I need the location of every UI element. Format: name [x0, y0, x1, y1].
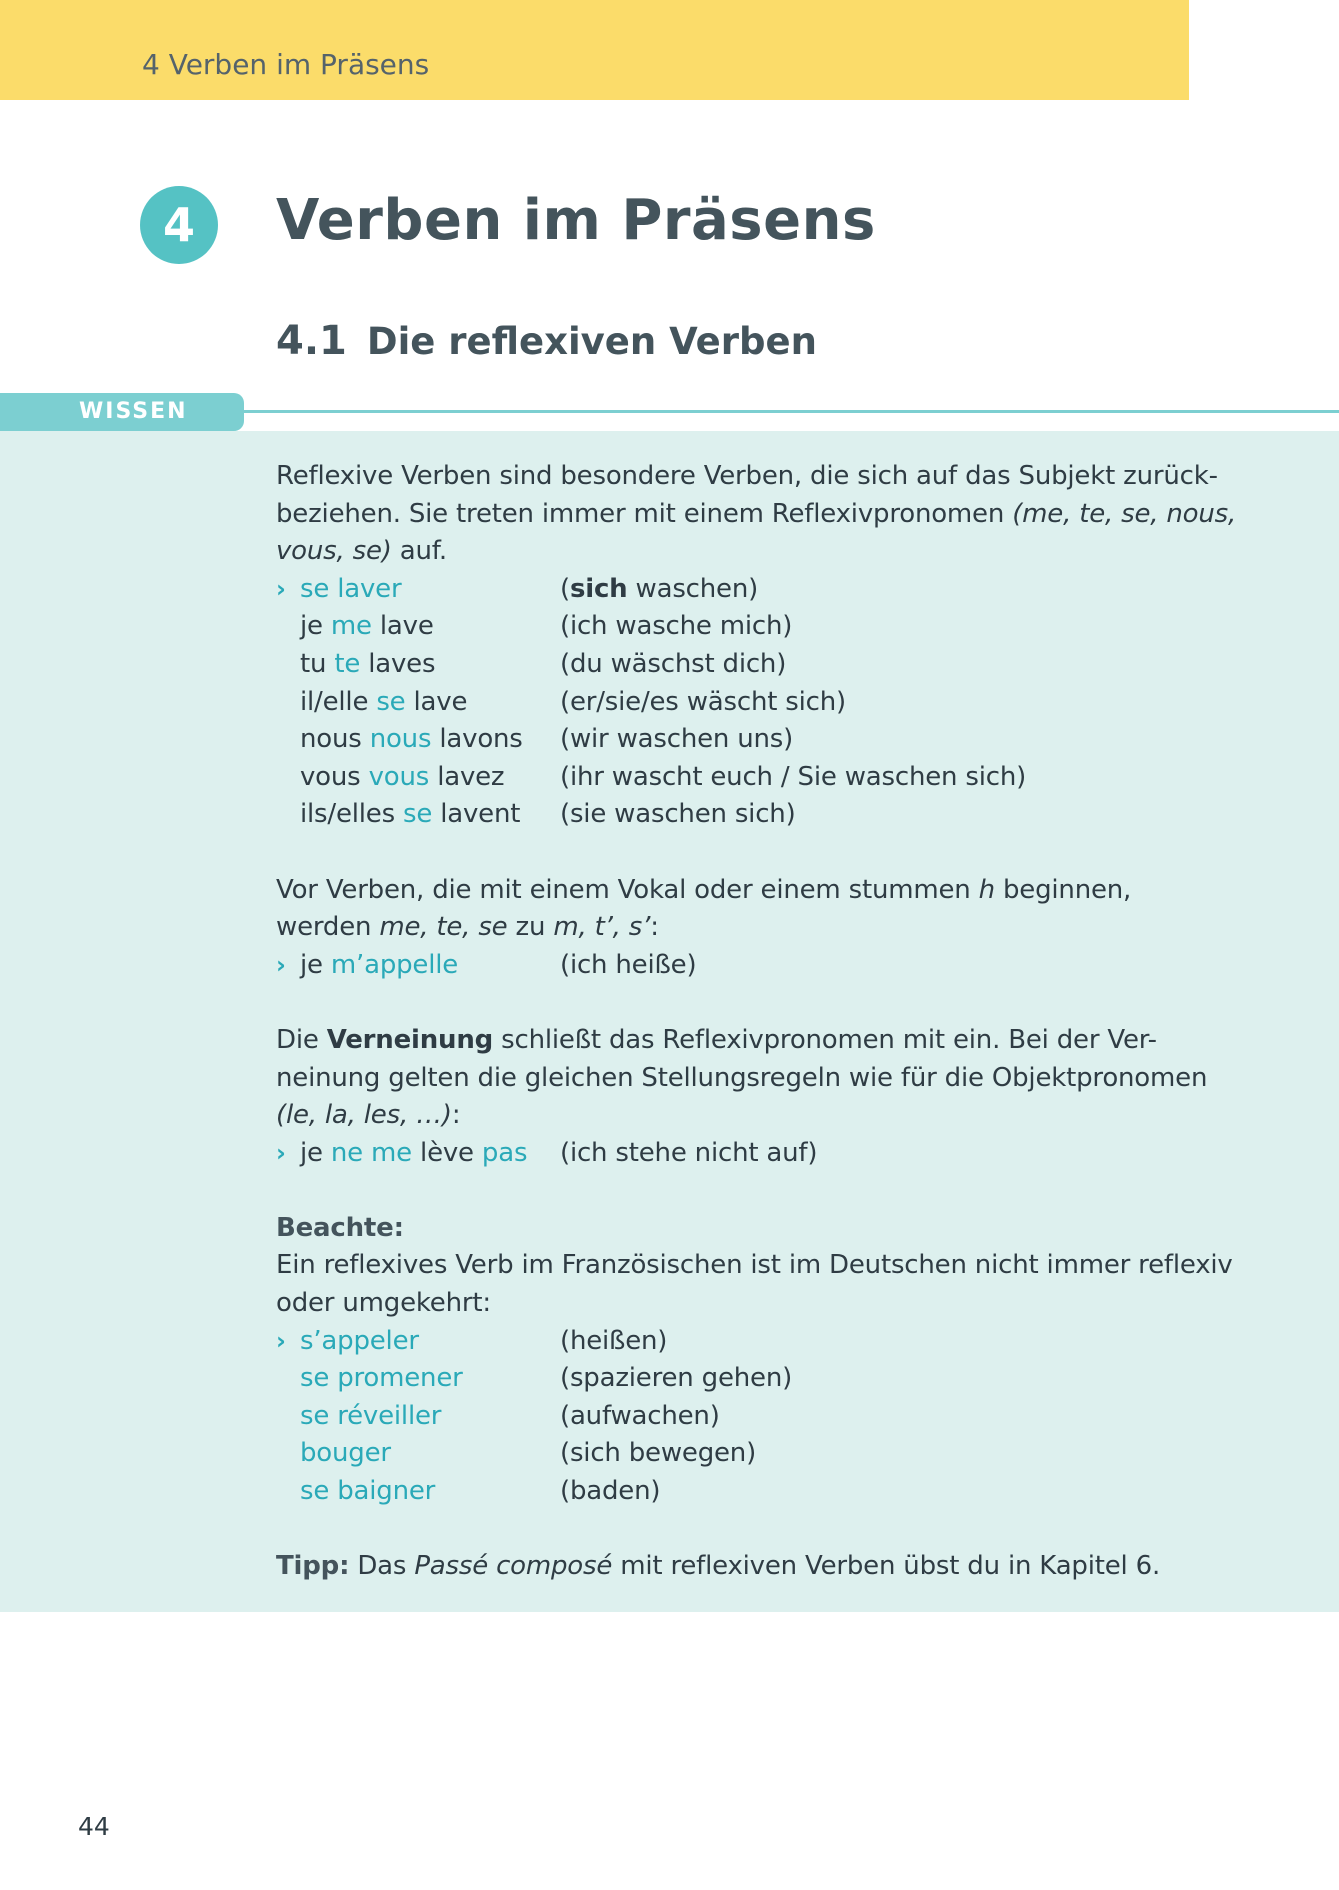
verb-form: lave	[405, 686, 468, 717]
section-title-text: Die reflexiven Verben	[366, 320, 817, 363]
subject: je	[300, 611, 331, 642]
conjugation-de: (du wäschst dich)	[560, 648, 787, 679]
conjugation-de: (sie waschen sich)	[560, 799, 796, 830]
running-head-band	[0, 0, 1189, 100]
negation-pas: pas	[481, 1137, 528, 1168]
subject: nous	[300, 724, 370, 755]
note-heading: Beachte:	[276, 1212, 404, 1243]
reflexive-pronoun: se	[376, 686, 406, 717]
negation-italic: (le, la, les, …)	[276, 1100, 452, 1131]
vocab-row	[276, 1473, 1276, 1511]
elision-text: :	[650, 912, 659, 943]
elision-italic: m, t’, s’	[553, 912, 651, 943]
arrow-icon: ›	[276, 1138, 286, 1167]
vocab-fr: bouger	[300, 1438, 391, 1469]
negation-paragraph	[276, 1022, 1276, 1135]
vocab-de: (sich bewegen)	[560, 1438, 757, 1469]
conjugation-de: (er/sie/es wäscht sich)	[560, 686, 846, 717]
conjugation-row	[276, 759, 1276, 797]
note-text: oder umgekehrt:	[276, 1288, 491, 1319]
negation-ne: ne	[330, 1137, 363, 1168]
elision-example-row	[276, 947, 1276, 985]
reflexive-pronoun: vous	[368, 761, 430, 792]
tip-text: mit reflexiven Verben übst du in Kapitel 6.	[612, 1551, 1161, 1582]
verb-form: lave	[371, 611, 434, 642]
vocab-row	[276, 1360, 1276, 1398]
tip-text: Das	[349, 1551, 415, 1582]
reflexive-pronoun: se	[403, 799, 433, 830]
elision-paragraph	[276, 872, 1276, 947]
infinitive-de	[560, 571, 758, 609]
subject: ils/elles	[300, 799, 404, 830]
elision-italic-h: h	[978, 874, 995, 905]
reflexive-pronoun: me	[330, 611, 372, 642]
negation-example-fr	[300, 1135, 527, 1173]
wissen-label: WISSEN	[79, 399, 188, 424]
tip-paragraph	[276, 1548, 1276, 1586]
chapter-number-badge: 4	[140, 186, 218, 264]
verb-form: lavent	[432, 799, 521, 830]
section-title	[276, 318, 817, 364]
arrow-icon: ›	[276, 574, 286, 603]
verb-form: lavez	[429, 761, 505, 792]
note-text: Ein reflexives Verb im Französischen ist im Deutschen nicht immer reflexiv	[276, 1250, 1233, 1281]
arrow-icon: ›	[276, 950, 286, 979]
tip-italic: Passé composé	[414, 1551, 613, 1582]
spacer	[276, 984, 1276, 1022]
conjugation-fr	[300, 646, 435, 684]
vocab-de: (aufwachen)	[560, 1400, 720, 1431]
negation-example-de: (ich stehe nicht auf)	[560, 1137, 818, 1168]
vocab-row	[276, 1323, 1276, 1361]
negation-example-row	[276, 1135, 1276, 1173]
conjugation-row	[276, 646, 1276, 684]
intro-paragraph	[276, 458, 1276, 571]
vocab-row	[276, 1435, 1276, 1473]
conjugation-row	[276, 721, 1276, 759]
conjugation-fr	[300, 721, 523, 759]
elision-text: zu	[507, 912, 554, 943]
page-number: 44	[78, 1812, 110, 1841]
subject: vous	[300, 761, 369, 792]
negation-text: :	[451, 1100, 461, 1131]
vocab-de: (spazieren gehen)	[560, 1363, 793, 1394]
intro-line-3: auf.	[391, 536, 447, 567]
vocab-fr: se promener	[300, 1363, 463, 1394]
vocab-row	[276, 1398, 1276, 1436]
intro-pronouns-2: vous, se)	[276, 536, 392, 567]
section-rule	[244, 410, 1339, 413]
conjugation-de: (ich wasche mich)	[560, 611, 793, 642]
intro-line-1: Reflexive Verben sind besondere Verben, die sich auf das Subjekt zurück-	[276, 461, 1218, 491]
negation-text: neinung gelten die gleichen Stellungsregeln wie für die Objektpronomen	[276, 1062, 1208, 1093]
conjugation-fr	[300, 759, 504, 797]
negation-bold: Verneinung	[326, 1024, 494, 1055]
subject: je	[300, 949, 331, 980]
elision-example-de: (ich heiße)	[560, 949, 697, 980]
knowledge-content	[276, 458, 1276, 1586]
subject: tu	[300, 648, 335, 679]
wissen-tab	[0, 393, 244, 431]
elided-verb: m’appelle	[330, 949, 459, 980]
vocab-fr: s’appeler	[300, 1325, 419, 1356]
conjugation-fr	[300, 796, 520, 834]
conjugation-row	[276, 608, 1276, 646]
vocab-de: (baden)	[560, 1476, 661, 1507]
reflexive-pronoun: me	[371, 1137, 412, 1168]
vocab-de: (heißen)	[560, 1325, 668, 1356]
infinitive-fr: se laver	[300, 573, 402, 604]
elision-text: Vor Verben, die mit einem Vokal oder einem stummen	[276, 874, 979, 905]
section-number: 4.1	[276, 318, 347, 364]
reflexive-pronoun: nous	[369, 724, 432, 755]
subject: il/elle	[300, 686, 377, 717]
subject: je	[300, 1137, 331, 1168]
chapter-title: Verben im Präsens	[276, 188, 876, 253]
verb-form: lavons	[431, 724, 523, 755]
elision-italic: me, te, se	[379, 912, 508, 943]
verb-form: laves	[360, 648, 436, 679]
conjugation-infinitive-row	[276, 571, 1276, 609]
conjugation-de: (wir waschen uns)	[560, 724, 794, 755]
spacer	[276, 834, 1276, 872]
infinitive-de-rest: waschen)	[627, 573, 759, 604]
negation-text: Die	[276, 1024, 327, 1055]
paren-open: (	[560, 573, 570, 604]
elision-example-fr	[300, 947, 458, 985]
conjugation-de: (ihr wascht euch / Sie waschen sich)	[560, 761, 1027, 792]
conjugation-row	[276, 684, 1276, 722]
intro-line-2: beziehen. Sie treten immer mit einem Reflexivpronomen	[276, 498, 1013, 529]
reflexive-pronoun: te	[334, 648, 361, 679]
vocab-fr: se réveiller	[300, 1400, 442, 1431]
arrow-icon: ›	[276, 1326, 286, 1355]
space	[363, 1138, 371, 1168]
running-head-text: 4 Verben im Präsens	[142, 48, 430, 81]
elision-text: beginnen,	[994, 874, 1132, 905]
negation-text: schließt das Reflexivpronomen mit ein. Bei der Ver-	[493, 1024, 1157, 1055]
vocab-fr: se baigner	[300, 1476, 436, 1507]
verb-form: lève	[411, 1137, 482, 1168]
spacer	[276, 1511, 1276, 1549]
spacer	[276, 1172, 1276, 1210]
infinitive-de-bold: sich	[569, 573, 628, 604]
intro-pronouns-1: (me, te, se, nous,	[1012, 498, 1237, 529]
elision-text: werden	[276, 912, 380, 943]
note-paragraph	[276, 1210, 1276, 1323]
conjugation-row	[276, 796, 1276, 834]
tip-label: Tipp:	[276, 1551, 350, 1582]
conjugation-fr	[300, 684, 467, 722]
conjugation-fr	[300, 608, 434, 646]
